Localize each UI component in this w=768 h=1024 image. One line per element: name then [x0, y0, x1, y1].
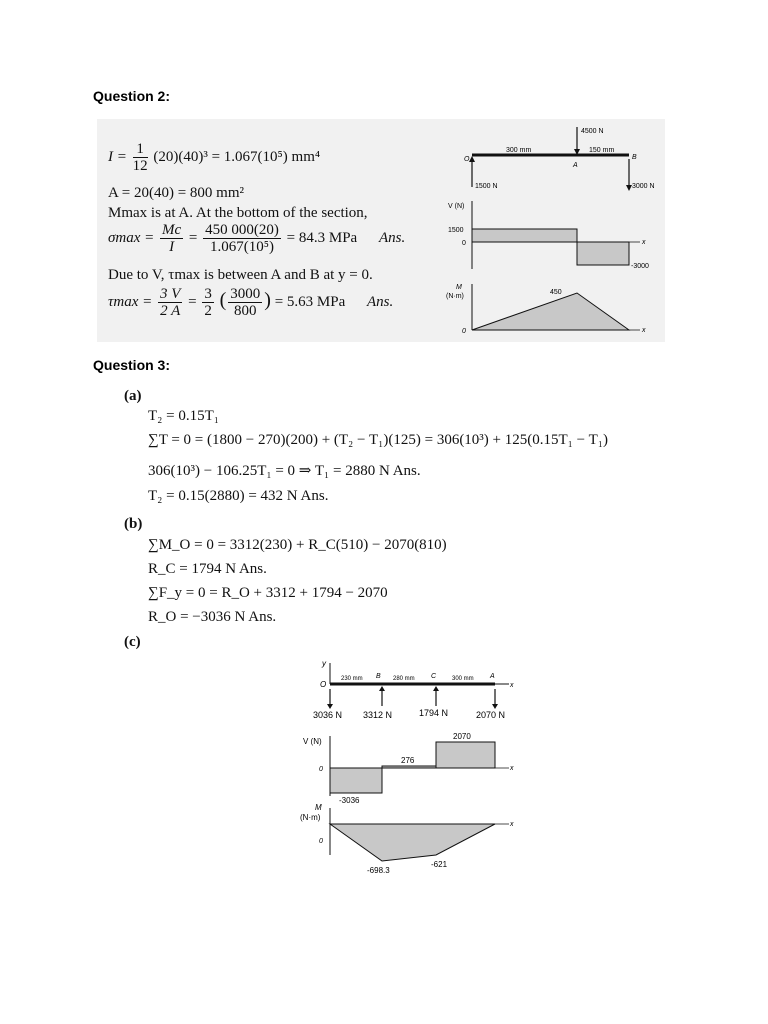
fraction: $\frac{Mc}{I}$ — [162, 222, 182, 255]
reaction-arrowhead-o — [469, 156, 475, 162]
part-a-line-2: ∑T = 0 = (1800 − 270)(200) + (T₂ − T₁)(125) = 306(10³) + 125(0.15T₁ − T₁) — [148, 432, 608, 448]
force-arrowhead-b — [379, 686, 385, 691]
part-a-line-3: 306(10³) − 106.25T₁ = 0 ⇒ T₁ = 2880 N Ans. — [148, 463, 421, 479]
sigma-max-equation: σmax = $\frac{Mc}{I}$ = $\frac{450 000(20)}{\text{1.067(10⁵)}}$ = 84.3 MPa Ans. — [108, 222, 406, 255]
dim-label-1: 230 mm — [341, 676, 363, 682]
shear-axis-label: V (N) — [448, 203, 465, 210]
dim-label-2: 150 mm — [589, 147, 615, 154]
force-arrowhead-a — [492, 704, 498, 709]
x-axis-label: x — [510, 682, 514, 689]
part-b-line-3: ∑F_y = 0 = R_O + 3312 + 1794 − 2070 — [148, 585, 388, 601]
shear-region-ca — [436, 742, 495, 768]
question-3-beam-diagram — [295, 658, 525, 883]
shear-zero-label: 0 — [319, 766, 323, 773]
moment-x-label: x — [510, 821, 514, 828]
moment-units-label: (N·m) — [300, 813, 321, 822]
force-arrowhead-o — [327, 704, 333, 709]
point-a-label: A — [490, 673, 495, 680]
point-c-label: C — [431, 673, 437, 680]
load-a-label: 4500 N — [581, 128, 604, 135]
force-arrowhead-c — [433, 686, 439, 691]
force-label-b: 3312 N — [363, 710, 393, 720]
reaction-b-label: 3000 N — [632, 183, 655, 190]
part-a-label: (a) — [124, 388, 142, 404]
shear-x-label: x — [642, 239, 646, 246]
moment-x-label: x — [642, 327, 646, 334]
part-b-label: (b) — [124, 516, 143, 532]
part-b-line-2: R_C = 1794 N Ans. — [148, 561, 267, 577]
moment-of-inertia-equation — [108, 141, 320, 174]
part-c-label: (c) — [124, 634, 141, 650]
shear-positive-region — [472, 229, 577, 242]
part-a-line-1: T₂ = 0.15T₁ — [148, 408, 219, 424]
dim-label-3: 300 mm — [452, 676, 474, 682]
eq-lhs: I = — [108, 148, 127, 165]
moment-value-2: -621 — [431, 860, 448, 869]
shear-region-ob — [330, 768, 382, 793]
moment-region — [330, 824, 495, 861]
moment-value-1: -698.3 — [367, 866, 390, 875]
part-b-line-1: ∑M_O = 0 = 3312(230) + R_C(510) − 2070(810) — [148, 537, 447, 553]
shear-value-2: 276 — [401, 756, 415, 765]
tau-max-equation: τmax = $\frac{3 V}{2 A}$ = $\frac{3}{2}$ ( $\frac{3000}{800}$ ) = 5.63 MPa Ans. — [108, 286, 394, 319]
fraction: $\frac{3 V}{2 A}$ — [159, 286, 181, 319]
point-b-label: B — [376, 673, 381, 680]
moment-axis-label: M — [456, 284, 462, 291]
dim-label-1: 300 mm — [506, 147, 532, 154]
shear-zero-label: 0 — [462, 240, 466, 247]
y-axis-label: y — [322, 659, 326, 668]
fraction: $\frac{1}{12}$ — [132, 141, 148, 174]
tau-statement: Due to V, τmax is between A and B at y = 0. — [108, 267, 373, 283]
question-2-solution-panel — [97, 119, 665, 342]
question-3-heading: Question 3: — [93, 357, 171, 373]
point-b-label: B — [632, 154, 637, 161]
mmax-statement: Mmax is at A. At the bottom of the section, — [108, 205, 368, 221]
shear-value-1500: 1500 — [448, 227, 464, 234]
part-a-line-4: T₂ = 0.15(2880) = 432 N Ans. — [148, 488, 329, 504]
fraction: $\frac{3}{2}$ — [204, 286, 212, 319]
moment-zero-label: 0 — [462, 328, 466, 335]
shear-value-1: -3036 — [339, 796, 360, 805]
moment-region — [472, 293, 629, 330]
force-label-a: 2070 N — [476, 710, 506, 720]
shear-value-neg3000: -3000 — [631, 263, 649, 270]
part-b-line-4: R_O = −3036 N Ans. — [148, 609, 277, 625]
shear-value-3: 2070 — [453, 732, 471, 741]
reaction-o-label: 1500 N — [475, 183, 498, 190]
point-a-label: A — [573, 162, 578, 169]
point-o-label: O — [320, 680, 327, 689]
force-label-c: 1794 N — [419, 708, 449, 718]
area-equation: A = 20(40) = 800 mm² — [108, 185, 244, 201]
force-label-o: 3036 N — [313, 710, 343, 720]
eq-rhs: (20)(40)³ = 1.067(10⁵) mm⁴ — [153, 148, 321, 165]
shear-axis-label: V (N) — [303, 737, 322, 746]
moment-peak-label: 450 — [550, 289, 562, 296]
moment-axis-label: M — [315, 803, 322, 812]
moment-units-label: (N·m) — [446, 293, 464, 300]
shear-negative-region — [577, 242, 629, 265]
moment-zero-label: 0 — [319, 838, 323, 845]
fraction: $\frac{3000}{800}$ — [230, 286, 261, 319]
shear-x-label: x — [510, 765, 514, 772]
fraction: $\frac{450 000(20)}{\text{1.067(10⁵)}}$ — [205, 222, 279, 255]
question-2-beam-diagram — [442, 119, 665, 342]
question-2-heading: Question 2: — [93, 88, 171, 104]
point-o-label: O — [464, 156, 470, 163]
dim-label-2: 280 mm — [393, 676, 415, 682]
